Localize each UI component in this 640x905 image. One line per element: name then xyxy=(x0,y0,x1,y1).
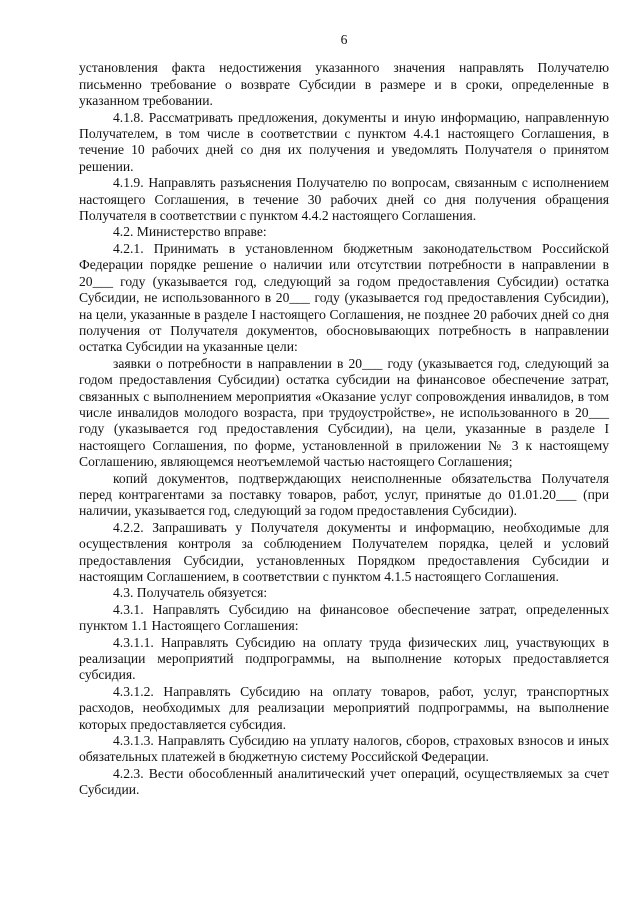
paragraph-continuation: установления факта недостижения указанного значения направлять Получателю письменно требование о возврате Субсидии в размере и в сроки, определенные в указанном требовании. xyxy=(79,60,609,109)
paragraph-4-1-9: 4.1.9. Направлять разъяснения Получателю по вопросам, связанным с исполнением настоящего Соглашения, в течение 30 рабочих дней со дня получения обращения Получателя в соответствии с пунктом 4.4.2 настоящего Соглашения. xyxy=(79,175,609,224)
paragraph-4-3: 4.3. Получатель обязуется: xyxy=(113,585,268,601)
paragraph-document-copies: копий документов, подтверждающих неисполненные обязательства Получателя перед контрагентами за поставку товаров, работ, услуг, принятые до 01.01.20___ (при наличии, указывается год, следующий за годом предоставления Субсидии). xyxy=(79,470,609,519)
paragraph-application-request: заявки о потребности в направлении в 20___ году (указывается год, следующий за годом предоставления Субсидии) остатка субсидии на финансовое обеспечение затрат, связанных с выполнением мероприятия «Оказание услуг сопровождения инвалидов, в том числе инвалидов молодого возраста, при трудоустройстве», не использованного в 20___ году (указывается год предоставления Субсидии), на цели, указанные в разделе I настоящего Соглашения, по форме, установленной в приложении № 3 к настоящему Соглашению, являющемся неотъемлемой частью настоящего Соглашения; xyxy=(79,355,609,470)
paragraph-4-3-1: 4.3.1. Направлять Субсидию на финансовое обеспечение затрат, определенных пунктом 1.1 Настоящего Соглашения: xyxy=(79,601,609,634)
paragraph-4-3-1-2: 4.3.1.2. Направлять Субсидию на оплату товаров, работ, услуг, транспортных расходов, необходимых для реализации мероприятий подпрограммы, на выполнение которых предоставляется субсидия. xyxy=(79,683,609,732)
paragraph-4-3-1-3: 4.3.1.3. Направлять Субсидию на уплату налогов, сборов, страховых взносов и иных обязательных платежей в бюджетную систему Российской Федерации. xyxy=(79,733,609,765)
paragraph-4-1-8: 4.1.8. Рассматривать предложения, документы и иную информацию, направленную Получателем, в том числе в соответствии с пунктом 4.4.1 настоящего Соглашения, в течение 10 рабочих дней со дня их получения и уведомлять Получателя о принятом решении. xyxy=(79,109,609,174)
page-number: 6 xyxy=(340,32,348,47)
paragraph-4-2-1: 4.2.1. Принимать в установленном бюджетным законодательством Российской Федерации порядке решение о наличии или отсутствии потребности в направлении в 20___ году (указывается год, следующий за годом предоставления Субсидии) остатка Субсидии, не использованного в 20___ году (указывается год предоставления Субсидии), на цели, указанные в разделе I настоящего Соглашения, не позднее 20 рабочих дней со дня получения от Получателя документов, обосновывающих потребность в направлении остатка Субсидии на указанные цели: xyxy=(79,240,609,355)
paragraph-4-2-2: 4.2.2. Запрашивать у Получателя документы и информацию, необходимые для осуществления контроля за соблюдением Получателем порядка, целей и условий предоставления Субсидии, установленных Порядком предоставления Субсидии и настоящим Соглашением, в соответствии с пунктом 4.1.5 настоящего Соглашения. xyxy=(79,519,609,584)
paragraph-4-2-3: 4.2.3. Вести обособленный аналитический учет операций, осуществляемых за счет Субсидии. xyxy=(79,765,609,798)
paragraph-4-2: 4.2. Министерство вправе: xyxy=(113,224,267,240)
paragraph-4-3-1-1: 4.3.1.1. Направлять Субсидию на оплату труда физических лиц, участвующих в реализации мероприятий подпрограммы, на выполнение которых предоставляется субсидия. xyxy=(79,634,609,683)
